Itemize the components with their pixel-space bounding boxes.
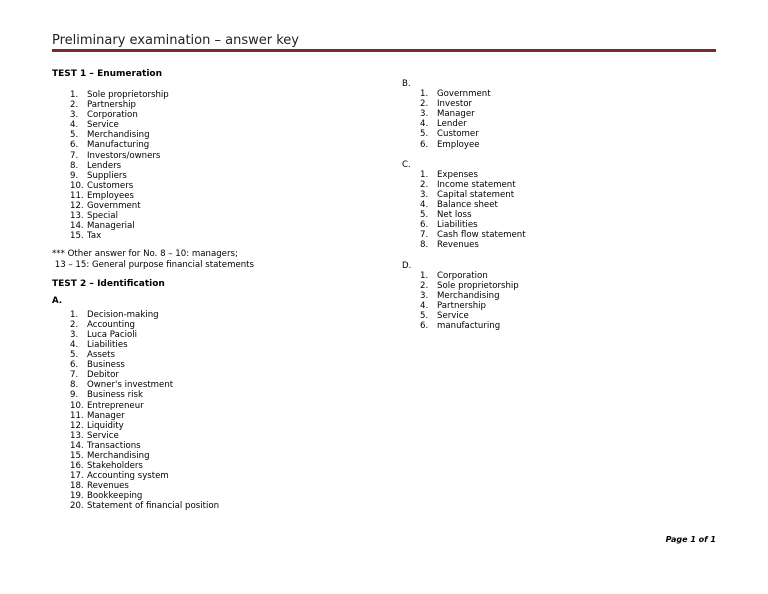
list-item-text: Income statement bbox=[437, 179, 516, 190]
list-item-text: Liabilities bbox=[87, 339, 128, 350]
list-item-number: 7. bbox=[70, 370, 79, 381]
list-item bbox=[402, 210, 722, 220]
list-item-number: 12. bbox=[70, 201, 84, 212]
list-item-text: Corporation bbox=[437, 270, 488, 281]
list-item bbox=[52, 340, 372, 350]
list-item-text: Investors/owners bbox=[87, 150, 161, 161]
list-item bbox=[402, 129, 722, 139]
list-item bbox=[52, 110, 372, 120]
list-item-text: Business risk bbox=[87, 390, 144, 401]
list-item-text: Sole proprietorship bbox=[437, 280, 519, 291]
list-item bbox=[402, 99, 722, 109]
list-item-number: 20. bbox=[70, 501, 84, 512]
list-item-number: 12. bbox=[70, 420, 84, 431]
list-item bbox=[52, 491, 372, 501]
list-item bbox=[52, 151, 372, 161]
list-item bbox=[52, 350, 372, 360]
list-item bbox=[402, 89, 722, 99]
list-item-number: 4. bbox=[420, 200, 429, 211]
list-item-text: Manufacturing bbox=[87, 140, 150, 151]
list-item-number: 4. bbox=[420, 119, 429, 130]
test1-list bbox=[52, 90, 372, 241]
list-item bbox=[52, 320, 372, 330]
list-item bbox=[52, 401, 372, 411]
list-item bbox=[402, 190, 722, 200]
list-item-text: Merchandising bbox=[87, 451, 150, 461]
list-item bbox=[52, 431, 372, 441]
list-item bbox=[402, 291, 722, 301]
list-item-text: Lender bbox=[437, 119, 467, 130]
list-item bbox=[52, 231, 372, 241]
list-item-number: 5. bbox=[70, 350, 79, 361]
test2-heading: TEST 2 – Identification bbox=[52, 278, 165, 289]
list-item-number: 15. bbox=[70, 451, 84, 461]
list-item-number: 6. bbox=[420, 321, 429, 332]
list-item-text: Employees bbox=[87, 190, 135, 201]
list-item bbox=[402, 230, 722, 240]
list-item-text: Employee bbox=[437, 139, 480, 150]
section-c-list bbox=[402, 170, 722, 251]
section-d-label: D. bbox=[402, 260, 412, 271]
list-item-text: Luca Pacioli bbox=[87, 329, 138, 340]
list-item-text: Balance sheet bbox=[437, 200, 498, 211]
right-column bbox=[402, 79, 722, 331]
test1-heading: TEST 1 – Enumeration bbox=[52, 69, 163, 79]
list-item-text: Statement of financial position bbox=[87, 501, 220, 512]
section-b-list bbox=[402, 89, 722, 150]
list-item-text: Manager bbox=[87, 410, 125, 421]
list-item-number: 16. bbox=[70, 461, 84, 472]
list-item bbox=[52, 140, 372, 150]
list-item-text: Accounting bbox=[87, 319, 135, 330]
list-item-number: 15. bbox=[70, 231, 84, 242]
list-item-text: Customers bbox=[87, 180, 134, 191]
list-item-text: Cash flow statement bbox=[437, 230, 526, 241]
list-item-text: Special bbox=[87, 211, 118, 222]
list-item-text: Assets bbox=[87, 350, 115, 361]
list-item-number: 3. bbox=[70, 110, 79, 121]
list-item bbox=[52, 161, 372, 171]
list-item bbox=[402, 220, 722, 230]
list-item-number: 14. bbox=[70, 221, 84, 232]
list-item-text: Investor bbox=[437, 99, 472, 110]
list-item-text: Revenues bbox=[87, 481, 129, 492]
list-item-text: Stakeholders bbox=[87, 461, 143, 472]
list-item-number: 4. bbox=[420, 300, 429, 311]
list-item bbox=[402, 240, 722, 250]
list-item bbox=[52, 171, 372, 181]
list-item-number: 1. bbox=[70, 309, 79, 320]
list-item-text: Lenders bbox=[87, 160, 122, 171]
list-item bbox=[52, 441, 372, 451]
list-item bbox=[52, 451, 372, 461]
list-item-number: 10. bbox=[70, 400, 84, 411]
list-item-number: 1. bbox=[420, 169, 429, 180]
list-item bbox=[402, 311, 722, 321]
list-item bbox=[52, 221, 372, 231]
list-item-text: Bookkeeping bbox=[87, 491, 143, 502]
list-item-text: Tax bbox=[87, 231, 102, 242]
list-item-text: Government bbox=[437, 89, 491, 100]
list-item-text: Transactions bbox=[87, 440, 141, 451]
left-column bbox=[52, 69, 372, 512]
list-item-text: Merchandising bbox=[437, 290, 500, 301]
list-item bbox=[402, 321, 722, 331]
page-title: Preliminary examination – answer key bbox=[52, 33, 299, 48]
list-item bbox=[52, 461, 372, 471]
list-item-text: Service bbox=[87, 120, 119, 131]
list-item-number: 6. bbox=[420, 220, 429, 231]
list-item-number: 11. bbox=[70, 190, 84, 201]
list-item-text: Customer bbox=[437, 129, 479, 140]
list-item-number: 3. bbox=[420, 109, 429, 120]
list-item bbox=[402, 109, 722, 119]
list-item-number: 6. bbox=[420, 139, 429, 150]
list-item-number: 19. bbox=[70, 491, 84, 502]
list-item bbox=[52, 370, 372, 380]
list-item-number: 5. bbox=[70, 130, 79, 141]
list-item-text: Decision-making bbox=[87, 309, 159, 320]
list-item-text: Revenues bbox=[437, 240, 479, 251]
test1-note-line1: *** Other answer for No. 8 – 10: managers; bbox=[52, 249, 238, 260]
list-item bbox=[52, 330, 372, 340]
list-item bbox=[402, 170, 722, 180]
list-item-number: 7. bbox=[70, 150, 79, 161]
list-item-text: Service bbox=[87, 430, 119, 441]
list-item-number: 4. bbox=[70, 120, 79, 131]
list-item-text: Net loss bbox=[437, 210, 472, 221]
list-item bbox=[52, 481, 372, 491]
list-item bbox=[402, 301, 722, 311]
list-item-text: Corporation bbox=[87, 110, 138, 121]
section-d-list bbox=[402, 271, 722, 332]
list-item-number: 3. bbox=[420, 189, 429, 200]
list-item-text: Government bbox=[87, 201, 141, 212]
list-item-text: Suppliers bbox=[87, 170, 127, 181]
list-item bbox=[402, 180, 722, 190]
list-item-number: 9. bbox=[70, 170, 79, 181]
list-item-text: Sole proprietorship bbox=[87, 90, 169, 100]
list-item-text: Partnership bbox=[87, 100, 136, 111]
list-item-number: 4. bbox=[70, 339, 79, 350]
title-rule bbox=[52, 49, 716, 52]
list-item-number: 8. bbox=[420, 240, 429, 251]
list-item-number: 7. bbox=[420, 230, 429, 241]
list-item-number: 1. bbox=[420, 270, 429, 281]
list-item-number: 5. bbox=[420, 129, 429, 140]
list-item bbox=[52, 390, 372, 400]
section-a-label: A. bbox=[52, 295, 63, 306]
list-item-number: 2. bbox=[420, 280, 429, 291]
list-item-number: 2. bbox=[420, 179, 429, 190]
list-item-number: 2. bbox=[70, 100, 79, 111]
list-item bbox=[402, 119, 722, 129]
list-item-text: Accounting system bbox=[87, 471, 169, 482]
list-item-number: 1. bbox=[420, 89, 429, 100]
section-c-label: C. bbox=[402, 159, 411, 170]
list-item bbox=[52, 501, 372, 511]
list-item-number: 5. bbox=[420, 210, 429, 221]
list-item bbox=[402, 281, 722, 291]
list-item bbox=[52, 211, 372, 221]
list-item bbox=[52, 310, 372, 320]
list-item-text: Merchandising bbox=[87, 130, 150, 141]
list-item bbox=[52, 181, 372, 191]
list-item-number: 5. bbox=[420, 310, 429, 321]
section-a-list bbox=[52, 310, 372, 512]
list-item-number: 2. bbox=[420, 99, 429, 110]
list-item bbox=[402, 140, 722, 150]
list-item bbox=[52, 100, 372, 110]
list-item bbox=[52, 130, 372, 140]
list-item bbox=[52, 471, 372, 481]
list-item bbox=[52, 201, 372, 211]
list-item bbox=[52, 120, 372, 130]
list-item-number: 1. bbox=[70, 90, 79, 100]
list-item-text: Debitor bbox=[87, 370, 119, 381]
list-item-text: manufacturing bbox=[437, 321, 501, 332]
list-item-number: 8. bbox=[70, 380, 79, 391]
list-item-number: 2. bbox=[70, 319, 79, 330]
list-item bbox=[52, 421, 372, 431]
list-item bbox=[52, 380, 372, 390]
list-item bbox=[402, 271, 722, 281]
list-item-text: Entrepreneur bbox=[87, 400, 144, 411]
test1-note-line2: 13 – 15: General purpose financial statements bbox=[52, 259, 255, 270]
list-item-number: 6. bbox=[70, 360, 79, 371]
list-item-text: Service bbox=[437, 310, 469, 321]
list-item-number: 17. bbox=[70, 471, 84, 482]
list-item-number: 9. bbox=[70, 390, 79, 401]
list-item-text: Manager bbox=[437, 109, 475, 120]
list-item-number: 3. bbox=[420, 290, 429, 301]
list-item-text: Liabilities bbox=[437, 220, 478, 231]
list-item-text: Capital statement bbox=[437, 189, 515, 200]
list-item-number: 18. bbox=[70, 481, 84, 492]
list-item-number: 3. bbox=[70, 329, 79, 340]
list-item-number: 13. bbox=[70, 211, 84, 222]
list-item-text: Managerial bbox=[87, 221, 135, 232]
list-item-text: Partnership bbox=[437, 300, 486, 311]
list-item-number: 13. bbox=[70, 430, 84, 441]
list-item bbox=[52, 360, 372, 370]
list-item-number: 14. bbox=[70, 440, 84, 451]
list-item-number: 6. bbox=[70, 140, 79, 151]
list-item-text: Business bbox=[87, 360, 125, 371]
list-item bbox=[52, 90, 372, 100]
list-item-text: Liquidity bbox=[87, 420, 124, 431]
list-item bbox=[52, 191, 372, 201]
list-item bbox=[402, 200, 722, 210]
page-number: Page 1 of 1 bbox=[665, 535, 716, 544]
list-item-number: 10. bbox=[70, 180, 84, 191]
list-item-text: Expenses bbox=[437, 169, 478, 180]
list-item-number: 11. bbox=[70, 410, 84, 421]
list-item-number: 8. bbox=[70, 160, 79, 171]
list-item bbox=[52, 411, 372, 421]
section-b-label: B. bbox=[402, 79, 411, 89]
list-item-text: Owner's investment bbox=[87, 380, 174, 391]
